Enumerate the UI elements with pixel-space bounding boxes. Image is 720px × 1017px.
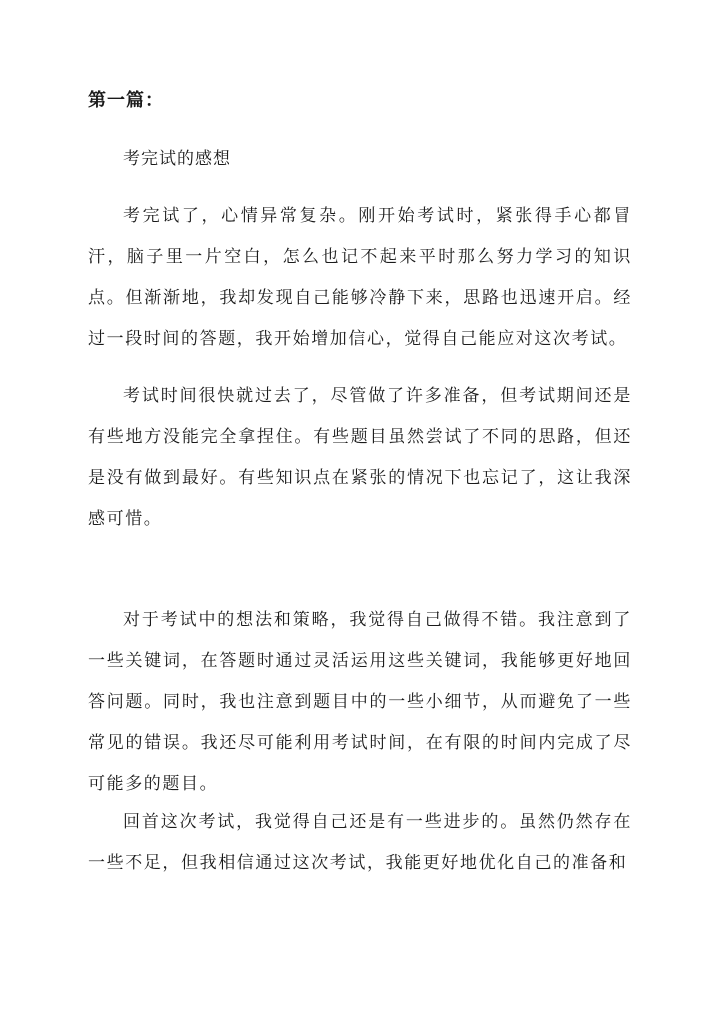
paragraph-2: 考试时间很快就过去了，尽管做了许多准备，但考试期间还是有些地方没能完全拿捏住。有些题目虽然尝试了不同的思路，但还是没有做到最好。有些知识点在紧张的情况下也忘记了，这让我深感可惜。 [88,386,632,529]
paragraph-4: 回首这次考试，我觉得自己还是有一些进步的。虽然仍然存在一些不足，但我相信通过这次考试，我能更好地优化自己的准备和 [88,812,632,873]
paragraph-3: 对于考试中的想法和策略，我觉得自己做得不错。我注意到了一些关键词，在答题时通过灵活运用这些关键词，我能够更好地回答问题。同时，我也注意到题目中的一些小细节，从而避免了一些常见的错误。我还尽可能利用考试时间，在有限的时间内完成了尽可能多的题目。 [88,610,632,794]
section-heading: 第一篇： [88,90,164,111]
essay-title: 考完试的感想 [123,149,231,169]
paragraph-1: 考完试了，心情异常复杂。刚开始考试时，紧张得手心都冒汗，脑子里一片空白，怎么也记不起来平时那么努力学习的知识点。但渐渐地，我却发现自己能够冷静下来，思路也迅速开启。经过一段时间的答题，我开始增加信心，觉得自己能应对这次考试。 [88,206,632,349]
